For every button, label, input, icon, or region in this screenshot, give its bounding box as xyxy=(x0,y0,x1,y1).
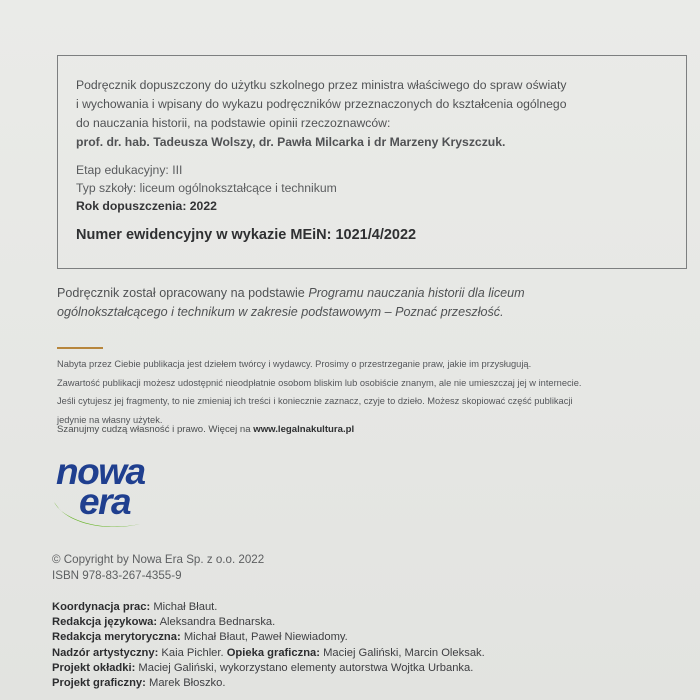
logo-word-nowa: nowa xyxy=(56,452,145,492)
credit-label: Redakcja językowa: xyxy=(52,616,158,629)
rights-line3: Jeśli cytujesz jej fragmenty, to nie zmieniaj ich treści i koniecznie zaznacz, czyje to dzieło. Możesz skopiować część publikacji xyxy=(57,396,573,406)
approval-text-line2: i wychowania i wpisany do wykazu podręczników przeznaczonych do kształcenia ogólnego xyxy=(76,97,567,111)
nowa-era-logo xyxy=(52,452,164,542)
legal-culture-link[interactable]: www.legalnakultura.pl xyxy=(253,424,355,435)
approval-text-line1: Podręcznik dopuszczony do użytku szkolnego przez ministra właściwego do spraw oświaty xyxy=(76,78,567,92)
program-note xyxy=(57,284,657,322)
approval-text-line3: do nauczania historii, na podstawie opinii rzeczoznawców: xyxy=(76,116,391,130)
logo-word-era: era xyxy=(79,481,131,522)
credit-value: Michał Błaut, Paweł Niewiadomy. xyxy=(180,631,348,644)
rights-line4: jedynie na własny użytek. xyxy=(57,414,163,425)
credit-label: Redakcja merytoryczna: xyxy=(52,631,181,644)
registration-number: Numer ewidencyjny w wykazie MEiN: 1021/4/2022 xyxy=(76,227,417,243)
credit-art-supervision xyxy=(52,646,692,661)
copyright-line: © Copyright by Nowa Era Sp. z o.o. 2022 xyxy=(52,553,265,566)
credit-language-editing xyxy=(52,615,692,630)
credit-coordination xyxy=(52,600,692,615)
approval-year: Rok dopuszczenia: 2022 xyxy=(76,199,217,213)
credit-graphic-design xyxy=(52,676,692,691)
credit-value: Kaia Pichler. xyxy=(158,646,224,659)
experts-line: prof. dr. hab. Tadeusza Wolszy, dr. Pawła Milcarka i dr Marzeny Kryszczuk. xyxy=(76,135,506,149)
rights-line2: Zawartość publikacji możesz udostępnić nieodpłatnie osobom bliskim lub osobiście znanym, ale nie umieszczaj jej w internecie. xyxy=(57,377,582,388)
credits-block xyxy=(52,600,692,691)
educational-stage: Etap edukacyjny: III xyxy=(76,163,183,177)
isbn-line: ISBN 978-83-267-4355-9 xyxy=(52,569,182,582)
rights-notice xyxy=(57,355,667,429)
credit-value: Marek Błoszko. xyxy=(145,677,226,690)
credit-label: Opieka graficzna: xyxy=(223,646,320,659)
credit-label: Nadzór artystyczny: xyxy=(52,646,159,659)
approval-box xyxy=(57,55,687,269)
credit-value: Maciej Galiński, Marcin Oleksak. xyxy=(320,646,485,659)
copyright-block xyxy=(52,552,264,584)
program-prefix: Podręcznik został opracowany na podstawie xyxy=(57,286,309,300)
respect-prefix: Szanujmy cudzą własność i prawo. Więcej na xyxy=(57,424,254,435)
credit-value: Aleksandra Bednarska. xyxy=(157,616,276,629)
rights-line1: Nabyta przez Ciebie publikacja jest dziełem twórcy i wydawcy. Prosimy o przestrzeganie praw, jakie im przysługują. xyxy=(57,359,532,369)
credit-cover-design xyxy=(52,661,692,676)
divider-rule xyxy=(57,347,103,349)
school-type: Typ szkoły: liceum ogólnokształcące i technikum xyxy=(76,181,337,195)
credit-content-editing xyxy=(52,630,692,645)
credit-label: Projekt okładki: xyxy=(52,661,136,674)
program-title-line2: ogólnokształcącego i technikum w zakresie podstawowym – Poznać przeszłość. xyxy=(57,305,504,319)
credit-value: Michał Błaut. xyxy=(150,601,218,613)
legal-culture-line xyxy=(57,424,354,435)
credit-label: Projekt graficzny: xyxy=(52,677,146,690)
credit-label: Koordynacja prac: xyxy=(52,601,151,613)
program-title-line1: Programu nauczania historii dla liceum xyxy=(308,286,525,300)
credit-value: Maciej Galiński, wykorzystano elementy autorstwa Wojtka Urbanka. xyxy=(135,661,474,674)
